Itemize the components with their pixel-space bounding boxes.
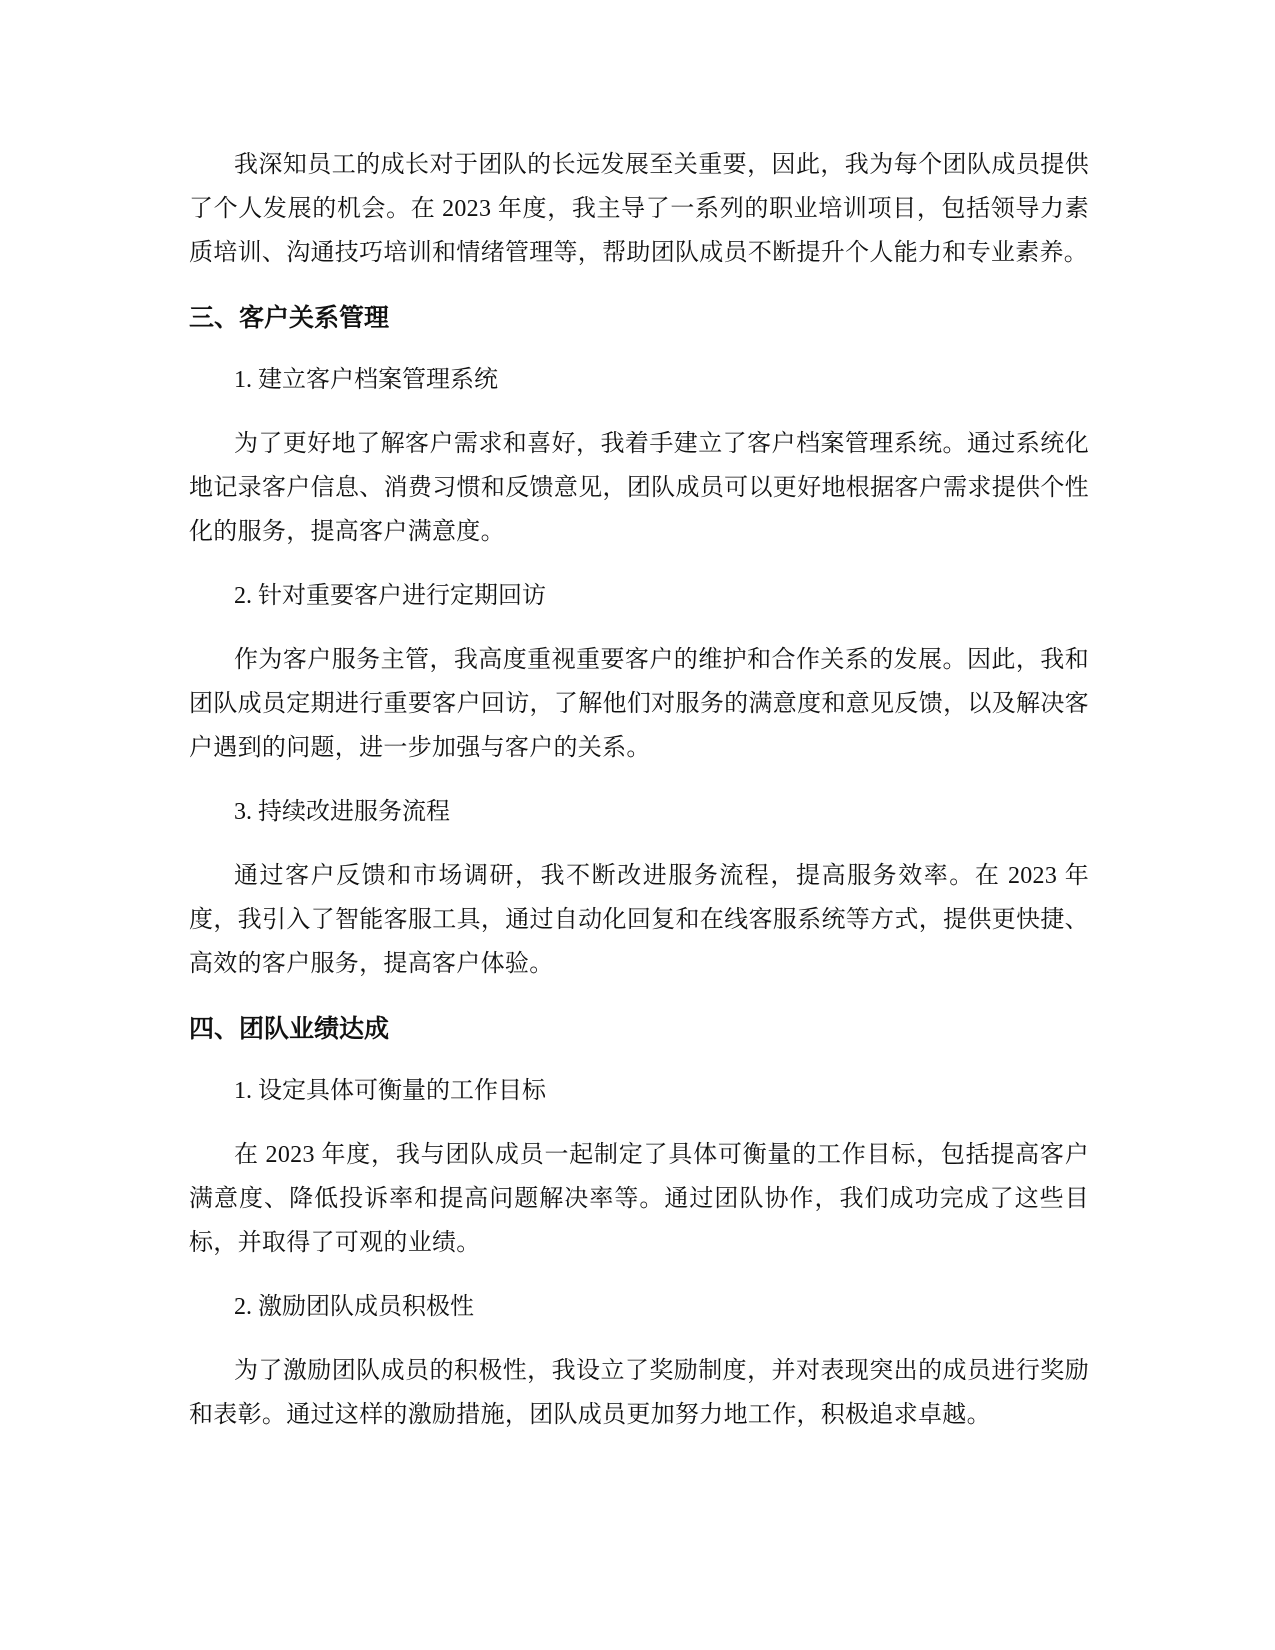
list-item-motivation: 2. 激励团队成员积极性 — [234, 1294, 474, 1320]
paragraph-work-goals: 在 2023 年度，我与团队成员一起制定了具体可衡量的工作目标，包括提高客户满意度、降低投诉率和提高问题解决率等。通过团队协作，我们成功完成了这些目标，并取得了可观的业绩。 — [189, 1142, 1089, 1256]
document-body — [189, 143, 1089, 1437]
section-heading-team-performance: 四、团队业绩达成 — [189, 1014, 390, 1043]
list-item-service-process: 3. 持续改进服务流程 — [234, 799, 450, 825]
paragraph-customer-archive: 为了更好地了解客户需求和喜好，我着手建立了客户档案管理系统。通过系统化地记录客户信息、消费习惯和反馈意见，团队成员可以更好地根据客户需求提供个性化的服务，提高客户满意度。 — [189, 431, 1089, 545]
section-heading-customer-relations: 三、客户关系管理 — [189, 303, 390, 332]
paragraph-staff-development: 我深知员工的成长对于团队的长远发展至关重要，因此，我为每个团队成员提供了个人发展的机会。在 2023 年度，我主导了一系列的职业培训项目，包括领导力素质培训、沟通技巧培训和情绪管理等，帮助团队成员不断提升个人能力和专业素养。 — [189, 152, 1089, 266]
paragraph-service-process: 通过客户反馈和市场调研，我不断改进服务流程，提高服务效率。在 2023 年度，我引入了智能客服工具，通过自动化回复和在线客服系统等方式，提供更快捷、高效的客户服务，提高客户体验。 — [189, 863, 1089, 977]
list-item-customer-archive: 1. 建立客户档案管理系统 — [234, 367, 498, 393]
paragraph-motivation: 为了激励团队成员的积极性，我设立了奖励制度，并对表现突出的成员进行奖励和表彰。通过这样的激励措施，团队成员更加努力地工作，积极追求卓越。 — [189, 1358, 1089, 1428]
paragraph-key-customer-visits: 作为客户服务主管，我高度重视重要客户的维护和合作关系的发展。因此，我和团队成员定期进行重要客户回访，了解他们对服务的满意度和意见反馈，以及解决客户遇到的问题，进一步加强与客户的关系。 — [189, 647, 1089, 761]
list-item-work-goals: 1. 设定具体可衡量的工作目标 — [234, 1078, 546, 1104]
list-item-key-customer-visits: 2. 针对重要客户进行定期回访 — [234, 583, 546, 609]
